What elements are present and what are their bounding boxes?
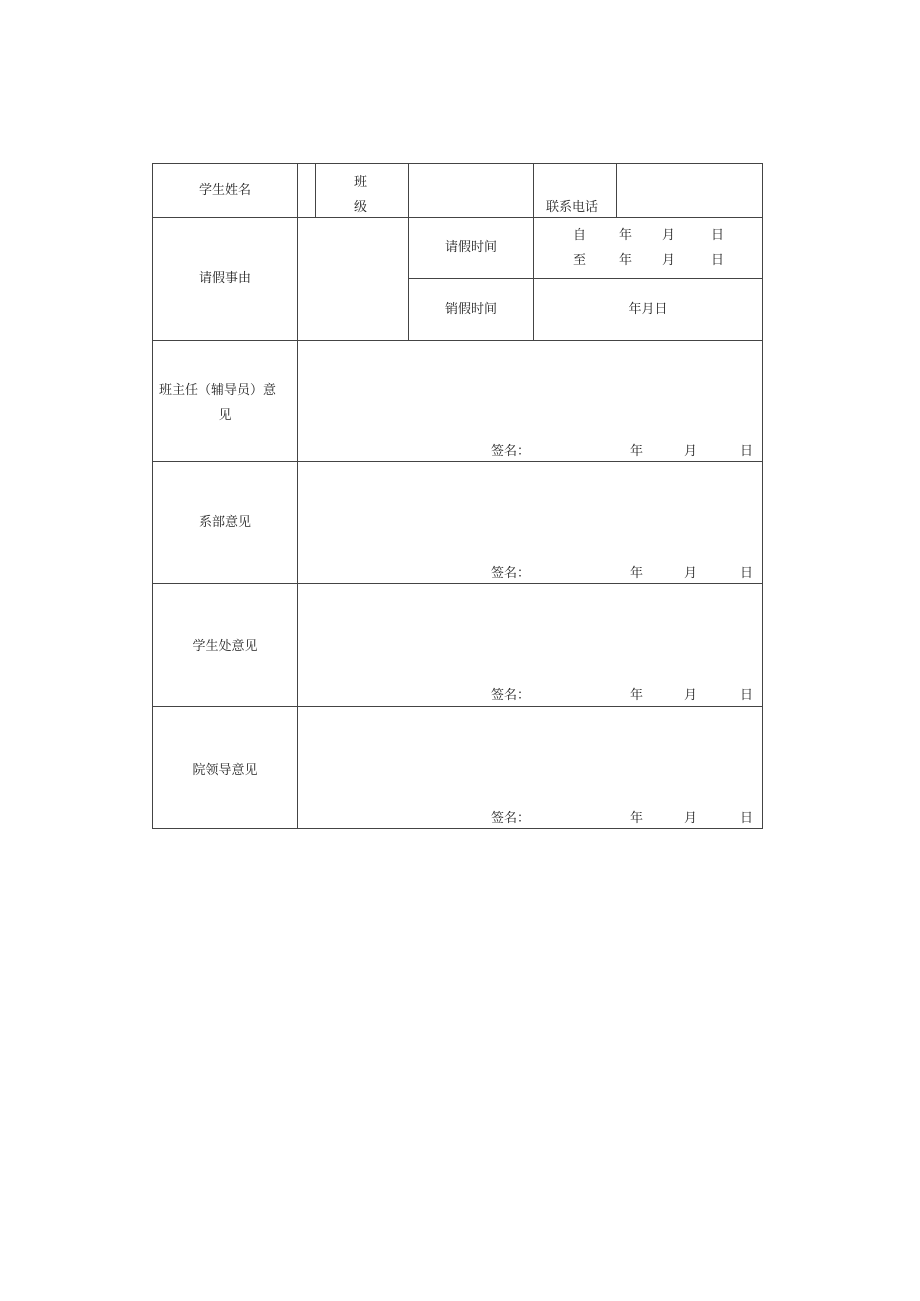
student-name-label: 学生姓名	[198, 183, 251, 198]
homeroom-sign-label: 签名：	[491, 444, 531, 459]
leave-from-year: 年	[619, 228, 633, 243]
leave-to-month: 月	[662, 253, 676, 268]
college-leader-sign-month: 月	[684, 811, 698, 826]
class-label-line1: 班	[354, 175, 368, 190]
leave-to-year: 年	[619, 253, 633, 268]
leave-reason-label: 请假事由	[198, 271, 251, 286]
department-sign-month: 月	[684, 566, 698, 581]
row-divider-2	[408, 278, 762, 279]
homeroom-sign-month: 月	[684, 444, 698, 459]
college-leader-opinion-field[interactable]	[298, 707, 762, 828]
department-sign-day: 日	[740, 566, 754, 581]
leave-application-form	[152, 163, 763, 829]
department-sign-year: 年	[630, 566, 644, 581]
leave-to-day: 日	[711, 253, 725, 268]
college-leader-opinion-label: 院领导意见	[192, 763, 258, 778]
class-field[interactable]	[409, 164, 533, 217]
phone-field[interactable]	[617, 164, 762, 217]
homeroom-opinion-label-line2: 见	[218, 408, 232, 423]
col-divider-name-narrow	[315, 164, 316, 217]
college-leader-sign-day: 日	[740, 811, 754, 826]
department-sign-label: 签名：	[491, 566, 531, 581]
student-affairs-sign-year: 年	[630, 688, 644, 703]
leave-from-month: 月	[662, 228, 676, 243]
student-affairs-opinion-label: 学生处意见	[192, 639, 258, 654]
department-opinion-label: 系部意见	[198, 515, 251, 530]
homeroom-sign-year: 年	[630, 444, 644, 459]
row-divider-1	[153, 217, 762, 218]
homeroom-sign-day: 日	[740, 444, 754, 459]
college-leader-sign-label: 签名：	[491, 811, 531, 826]
leave-from-prefix: 自	[573, 228, 587, 243]
leave-time-label: 请假时间	[444, 240, 497, 255]
cancel-date: 年月日	[628, 302, 668, 317]
class-label-line2: 级	[354, 200, 368, 215]
student-name-field[interactable]	[298, 164, 315, 217]
phone-label: 联系电话	[546, 200, 599, 215]
college-leader-sign-year: 年	[630, 811, 644, 826]
student-affairs-sign-month: 月	[684, 688, 698, 703]
homeroom-opinion-field[interactable]	[298, 341, 762, 461]
homeroom-opinion-label-line1: 班主任（辅导员）意	[159, 383, 277, 398]
col-divider-phone	[533, 164, 534, 340]
cancel-time-label: 销假时间	[444, 302, 497, 317]
leave-from-day: 日	[711, 228, 725, 243]
leave-to-prefix: 至	[573, 253, 587, 268]
leave-reason-field[interactable]	[298, 218, 408, 340]
department-opinion-field[interactable]	[298, 462, 762, 583]
student-affairs-sign-label: 签名：	[491, 688, 531, 703]
student-affairs-sign-day: 日	[740, 688, 754, 703]
